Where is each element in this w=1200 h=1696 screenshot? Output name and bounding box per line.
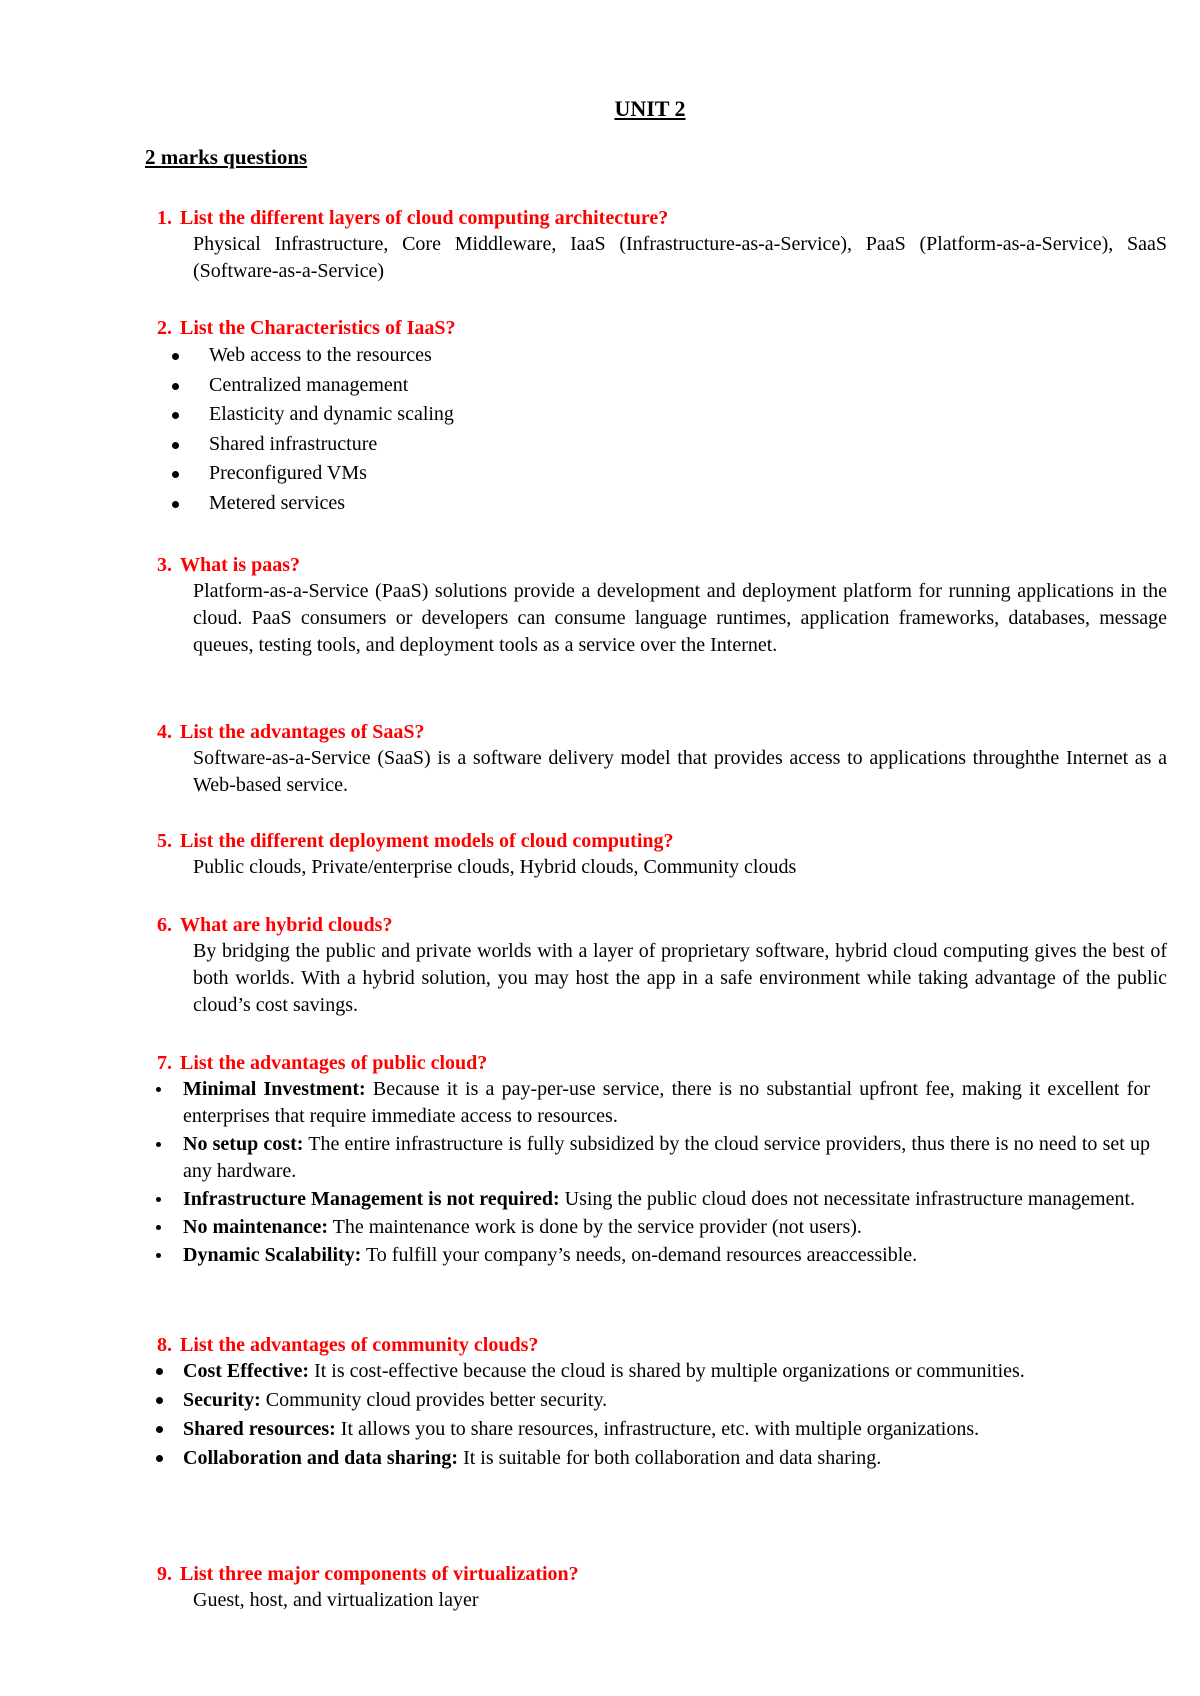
section-title: 2 marks questions [145,145,308,169]
question-3 [157,553,1167,577]
bullet-icon [172,383,179,390]
question-9 [157,1562,1167,1586]
list-item: Preconfigured VMs [170,459,1170,489]
question-text: List the Characteristics of IaaS? [180,317,456,339]
question-number: 2. [157,317,172,339]
bullet-icon [156,1197,161,1202]
question-text: What is paas? [180,554,301,576]
bullet-icon [172,442,179,449]
question-text: List the different deployment models of cloud computing? [180,830,674,852]
answer-4: Software-as-a-Service (SaaS) is a software delivery model that provides access to applications throughthe Internet as a Web-based service. [193,747,1167,796]
list-item: No maintenance: The maintenance work is done by the service provider (not users). [155,1214,1150,1241]
answer-1: Physical Infrastructure, Core Middleware, IaaS (Infrastructure-as-a-Service), PaaS (Platform-as-a-Service), SaaS (Software-as-a-Service) [193,233,1167,282]
bullet-icon [172,353,179,360]
answer-6: By bridging the public and private worlds with a layer of proprietary software, hybrid cloud computing gives the best of both worlds. With a hybrid solution, you may host the app in a safe environment while taking advantage of the public cloud’s cost savings. [193,940,1167,1016]
question-number: 8. [157,1334,172,1356]
list-item: Infrastructure Management is not required: Using the public cloud does not necessitate infrastructure management. [155,1186,1150,1213]
question-7 [157,1051,1167,1075]
bullet-icon [156,1087,161,1092]
bullet-icon [156,1426,163,1433]
list-item: Cost Effective: It is cost-effective because the cloud is shared by multiple organizations or communities. [155,1358,1150,1385]
list-item: Minimal Investment: Because it is a pay-per-use service, there is no substantial upfront fee, making it excellent for enterprises that require immediate access to resources. [155,1076,1150,1130]
question-text: List the advantages of SaaS? [180,721,425,743]
unit-title: UNIT 2 [614,96,686,121]
question-text: What are hybrid clouds? [180,914,393,936]
question-8 [157,1333,1167,1357]
question-1 [157,206,1167,230]
question-number: 4. [157,721,172,743]
list-item: Security: Community cloud provides better security. [155,1387,1150,1414]
question-number: 1. [157,207,172,229]
question-6 [157,913,1167,937]
question-text: List the advantages of community clouds? [180,1334,539,1356]
list-item: Elasticity and dynamic scaling [170,400,1170,430]
question-5 [157,829,1167,853]
iaas-characteristics-list [170,341,1170,518]
bullet-icon [156,1253,161,1258]
list-item: Centralized management [170,371,1170,401]
question-number: 3. [157,554,172,576]
list-item: Dynamic Scalability: To fulfill your company’s needs, on-demand resources areaccessible. [155,1242,1150,1269]
list-item: No setup cost: The entire infrastructure is fully subsidized by the cloud service providers, thus there is no need to set up any hardware. [155,1131,1150,1185]
bullet-icon [172,412,179,419]
bullet-icon [156,1225,161,1230]
public-cloud-advantages-list [155,1076,1150,1270]
answer-5: Public clouds, Private/enterprise clouds, Hybrid clouds, Community clouds [193,856,797,878]
question-text: List the different layers of cloud computing architecture? [180,207,669,229]
question-number: 6. [157,914,172,936]
question-number: 5. [157,830,172,852]
list-item: Shared infrastructure [170,430,1170,460]
bullet-icon [172,471,179,478]
bullet-icon [156,1142,161,1147]
question-number: 7. [157,1052,172,1074]
list-item: Collaboration and data sharing: It is suitable for both collaboration and data sharing. [155,1445,1150,1472]
bullet-icon [156,1455,163,1462]
bullet-icon [156,1397,163,1404]
list-item: Metered services [170,489,1170,519]
question-text: List the advantages of public cloud? [180,1052,488,1074]
bullet-icon [172,501,179,508]
answer-3: Platform-as-a-Service (PaaS) solutions provide a development and deployment platform for running applications in the cloud. PaaS consumers or developers can consume language runtimes, application frameworks, databases, message queues, testing tools, and deployment tools as a service over the Internet. [193,580,1167,656]
community-cloud-advantages-list [155,1358,1150,1474]
question-4 [157,720,1167,744]
list-item: Shared resources: It allows you to share resources, infrastructure, etc. with multiple organizations. [155,1416,1150,1443]
question-2 [157,316,1167,340]
bullet-icon [156,1368,163,1375]
question-number: 9. [157,1563,172,1585]
list-item: Web access to the resources [170,341,1170,371]
answer-9: Guest, host, and virtualization layer [193,1589,479,1611]
question-text: List three major components of virtualization? [180,1563,579,1585]
